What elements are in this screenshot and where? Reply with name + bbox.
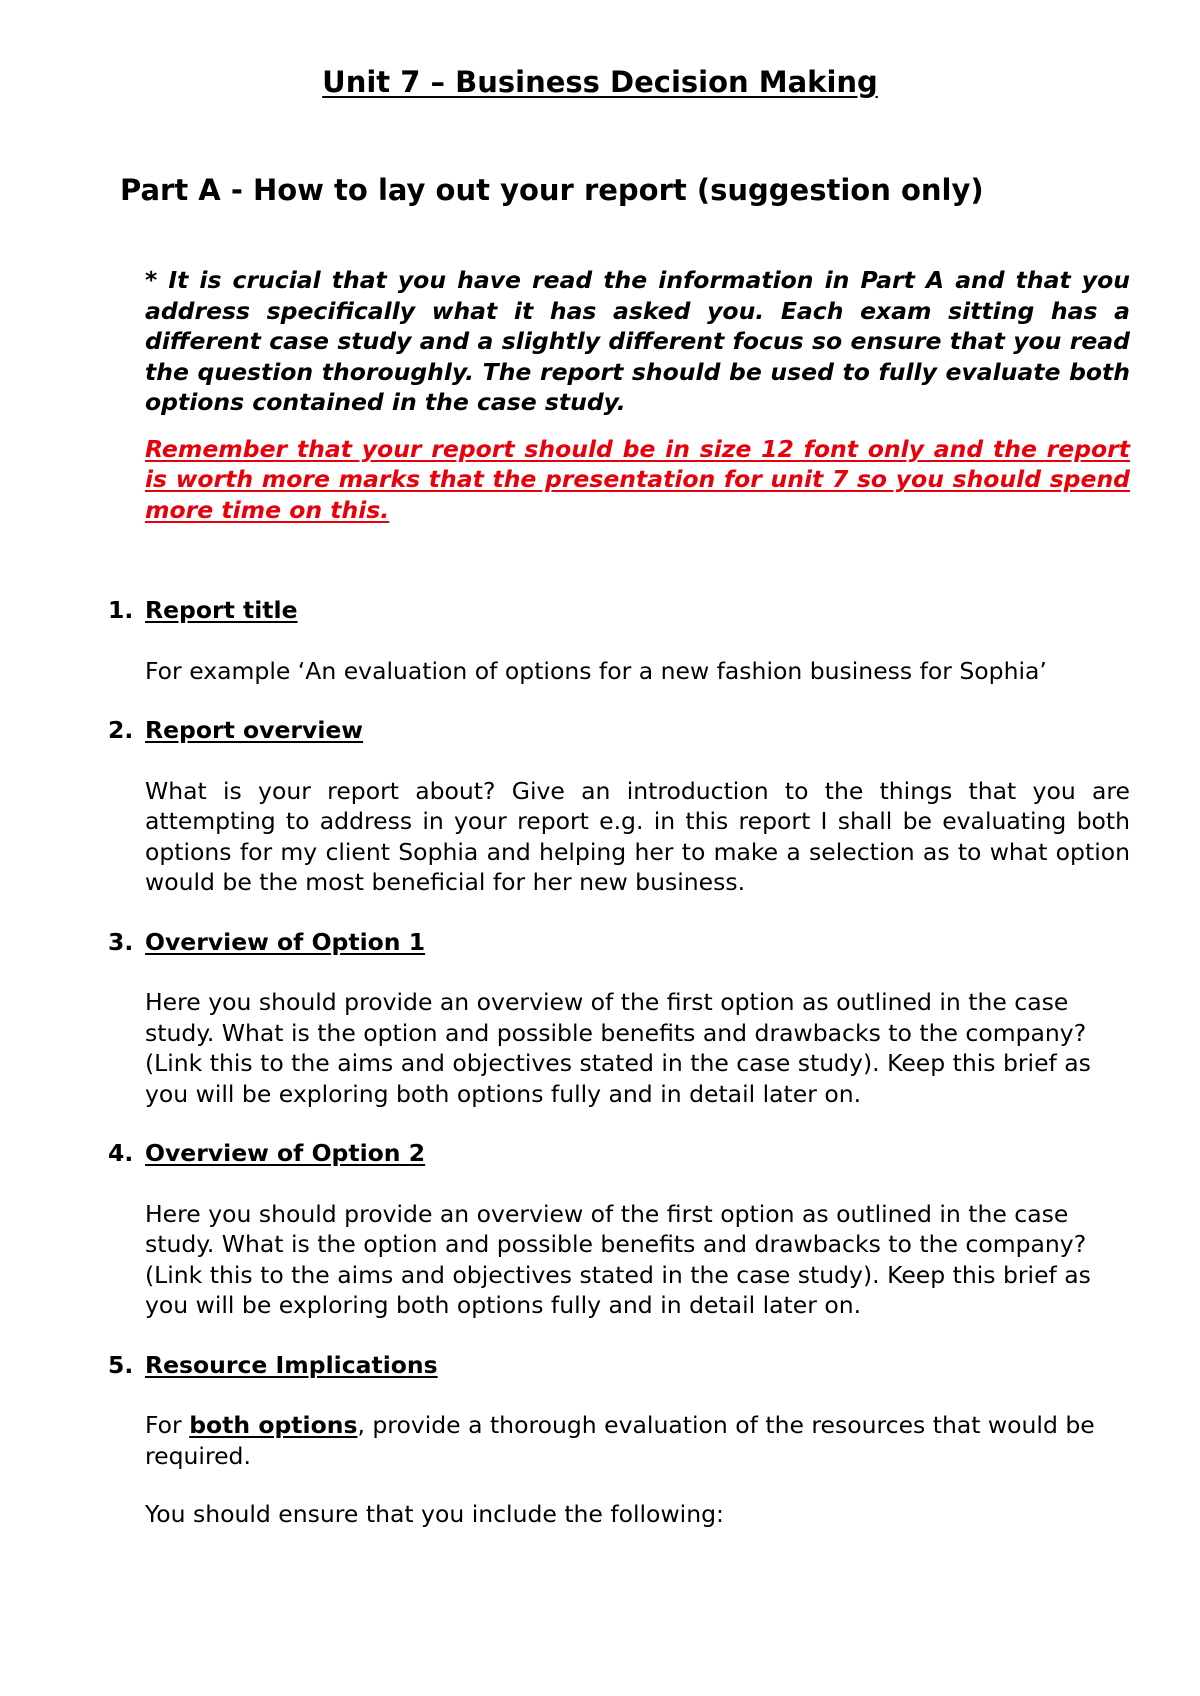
section-report-title: [108, 595, 1130, 686]
section-body: Here you should provide an overview of the first option as outlined in the case study. What is the option and possible benefits and drawbacks to the company? (Link this to the aims and objectives stated in the case study). Keep this brief as you will be exploring both options fully and in detail later on.: [145, 1199, 1091, 1320]
both-options-emphasis: both options: [189, 1411, 358, 1440]
section-report-overview: [108, 715, 1130, 898]
section-number: 1.: [108, 596, 134, 625]
report-sections-list: [108, 595, 1130, 1530]
body-prefix: For: [145, 1411, 190, 1440]
section-overview-option-2: [108, 1138, 1130, 1321]
section-body: [145, 1410, 1130, 1471]
font-size-reminder: Remember that your report should be in size 12 font only and the report is worth more marks that the presentation for unit 7 so you should spend more time on this.: [145, 434, 1130, 524]
section-body: What is your report about? Give an introduction to the things that you are attempting to address in your report e.g. in this report I shall be evaluating both options for my client Sophia and helping her to make a selection as to what option would be the most beneficial for her new business.: [145, 776, 1130, 897]
section-number: 2.: [108, 716, 134, 745]
section-heading: Report overview: [145, 716, 364, 745]
section-number: 4.: [108, 1139, 134, 1168]
section-heading: Resource Implications: [145, 1350, 438, 1379]
section-body: For example ‘An evaluation of options for a new fashion business for Sophia’: [145, 656, 1047, 685]
document-title: Unit 7 – Business Decision Making: [322, 65, 878, 99]
include-following-text: You should ensure that you include the following:: [145, 1500, 724, 1529]
intro-note: * It is crucial that you have read the information in Part A and that you address specifically what it has asked you. Each exam sitting has a different case study and a slightly different focus so ensure that you read the question thoroughly. The report should be used to fully evaluate both options contained in the case study.: [145, 266, 1130, 417]
section-overview-option-1: [108, 927, 1130, 1110]
section-heading: Report title: [145, 596, 298, 625]
section-resource-implications: [108, 1350, 1130, 1530]
section-number: 5.: [108, 1350, 134, 1379]
section-body: Here you should provide an overview of the first option as outlined in the case study. What is the option and possible benefits and drawbacks to the company? (Link this to the aims and objectives stated in the case study). Keep this brief as you will be exploring both options fully and in detail later on.: [145, 988, 1091, 1108]
section-heading: Overview of Option 2: [145, 1139, 426, 1168]
part-a-heading: Part A - How to lay out your report (suggestion only): [120, 172, 984, 207]
body-suffix: , provide a thorough evaluation of the resources that would be required.: [145, 1411, 1095, 1470]
section-number: 3.: [108, 927, 134, 956]
section-heading: Overview of Option 1: [145, 927, 426, 956]
